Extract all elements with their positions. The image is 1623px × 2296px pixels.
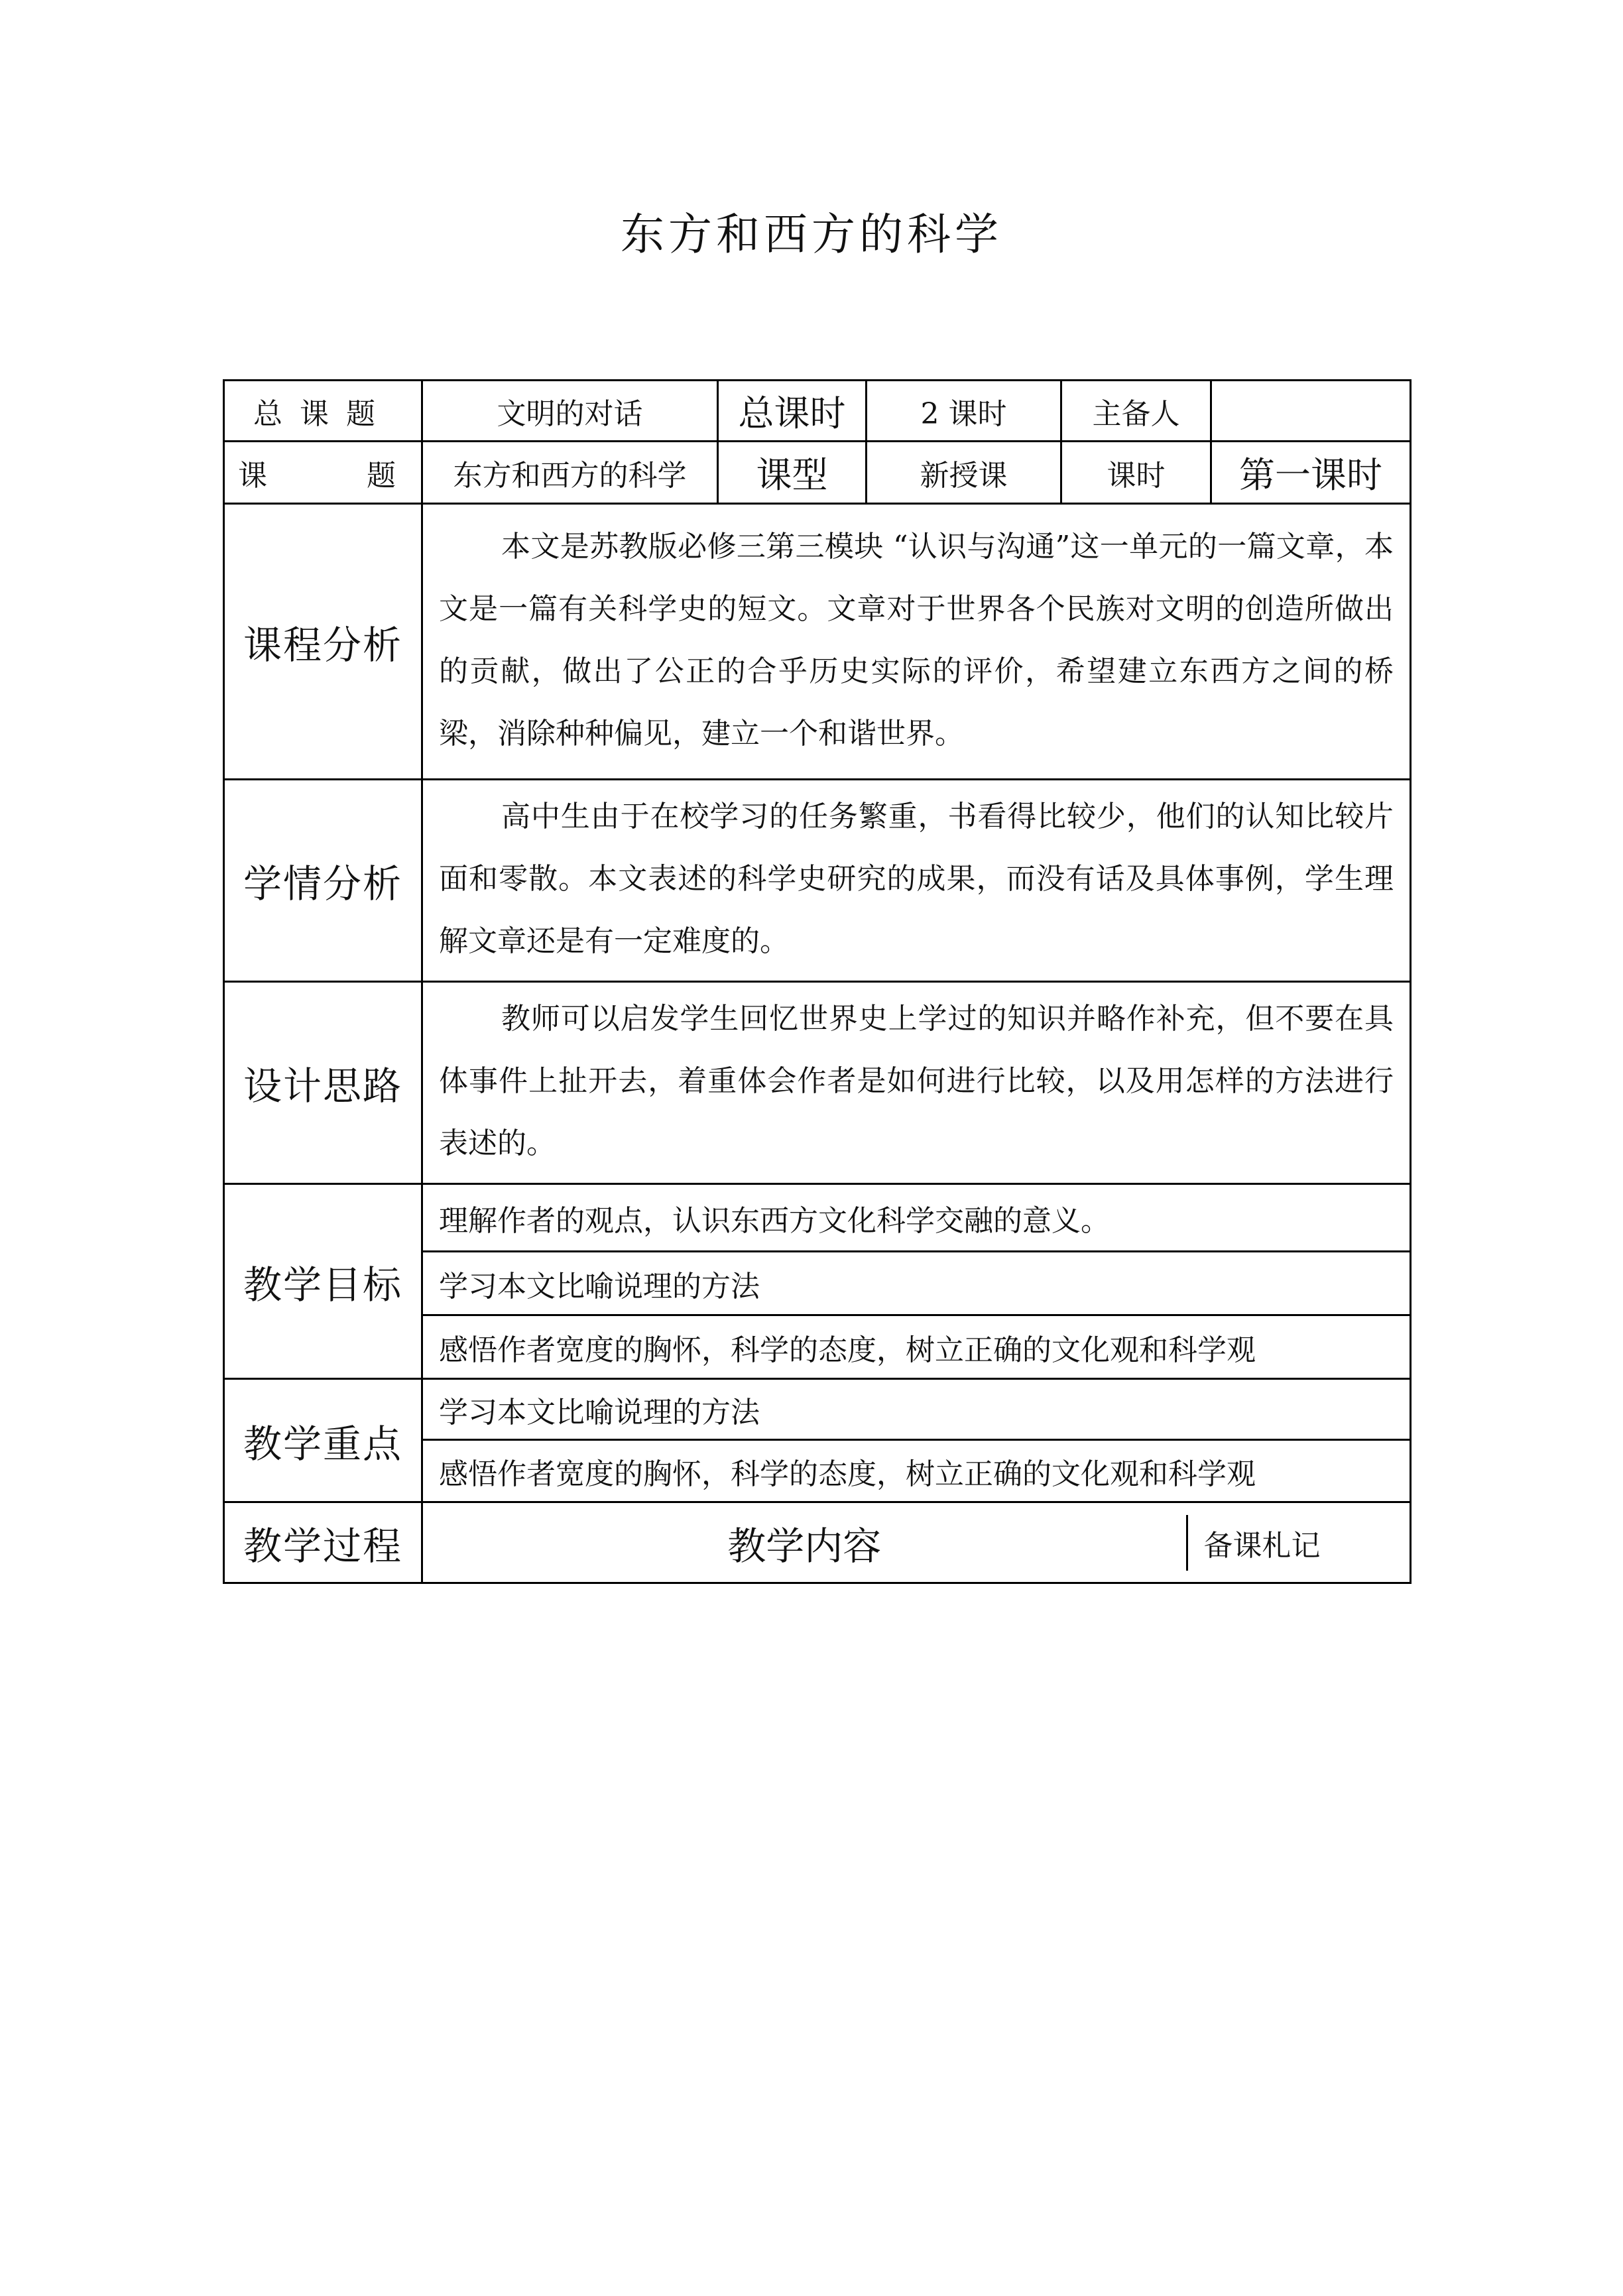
course-analysis-text: 本文是苏教版必修三第三模块 “认识与沟通”这一单元的一篇文章，本文是一篇有关科学史的短文。文章对于世界各个民族对文明的创造所做出的贡献，做出了公正的合乎历史实际的评价，希望建立东西方之间的桥梁，消除种种偏见，建立一个和谐世界。 xyxy=(422,504,1411,780)
student-analysis-text: 高中生由于在校学习的任务繁重，书看得比较少，他们的认知比较片面和零散。本文表述的科学史研究的成果，而没有话及具体事例，学生理解文章还是有一定难度的。 xyxy=(422,780,1411,982)
course-analysis-row xyxy=(224,504,1411,780)
lesson-type-value: 新授课 xyxy=(867,442,1061,504)
teaching-goal-item: 感悟作者宽度的胸怀，科学的态度，树立正确的文化观和科学观 xyxy=(422,1315,1411,1379)
teaching-focus-row-1 xyxy=(224,1379,1411,1440)
period-label: 课时 xyxy=(1061,442,1211,504)
teaching-goals-label: 教学目标 xyxy=(224,1184,422,1379)
student-analysis-row xyxy=(224,780,1411,982)
teaching-goal-item: 理解作者的观点，认识东西方文化科学交融的意义。 xyxy=(422,1184,1411,1252)
header-row-1 xyxy=(224,381,1411,442)
student-analysis-label: 学情分析 xyxy=(224,780,422,982)
header-row-2 xyxy=(224,442,1411,504)
lesson-plan-table xyxy=(223,379,1412,1584)
lesson-type-label: 课型 xyxy=(718,442,867,504)
teaching-process-label: 教学过程 xyxy=(224,1502,422,1583)
design-thinking-label: 设计思路 xyxy=(224,982,422,1184)
period-value: 第一课时 xyxy=(1211,442,1411,504)
course-analysis-label: 课程分析 xyxy=(224,504,422,780)
teaching-process-cell xyxy=(422,1502,1411,1583)
topic-label: 课题 xyxy=(224,442,422,504)
total-topic-label: 总课题 xyxy=(224,381,422,442)
preparer-label: 主备人 xyxy=(1061,381,1211,442)
teaching-focus-label: 教学重点 xyxy=(224,1379,422,1502)
total-topic-value: 文明的对话 xyxy=(422,381,718,442)
lesson-notes-header: 备课札记 xyxy=(1187,1515,1412,1571)
teaching-goal-item: 学习本文比喻说理的方法 xyxy=(422,1252,1411,1315)
teaching-process-inner xyxy=(423,1515,1412,1571)
total-hours-value: 2 课时 xyxy=(867,381,1061,442)
teaching-focus-item: 感悟作者宽度的胸怀，科学的态度，树立正确的文化观和科学观 xyxy=(422,1440,1411,1502)
preparer-value xyxy=(1211,381,1411,442)
teaching-goal-row-1 xyxy=(224,1184,1411,1252)
design-thinking-text: 教师可以启发学生回忆世界史上学过的知识并略作补充，但不要在具体事件上扯开去，着重体会作者是如何进行比较，以及用怎样的方法进行表述的。 xyxy=(422,982,1411,1184)
total-hours-label: 总课时 xyxy=(718,381,867,442)
topic-value: 东方和西方的科学 xyxy=(422,442,718,504)
teaching-content-header: 教学内容 xyxy=(727,1523,882,1569)
design-thinking-row xyxy=(224,982,1411,1184)
teaching-focus-item: 学习本文比喻说理的方法 xyxy=(422,1379,1411,1440)
teaching-process-row xyxy=(224,1502,1411,1583)
document-title: 东方和西方的科学 xyxy=(621,209,1002,260)
